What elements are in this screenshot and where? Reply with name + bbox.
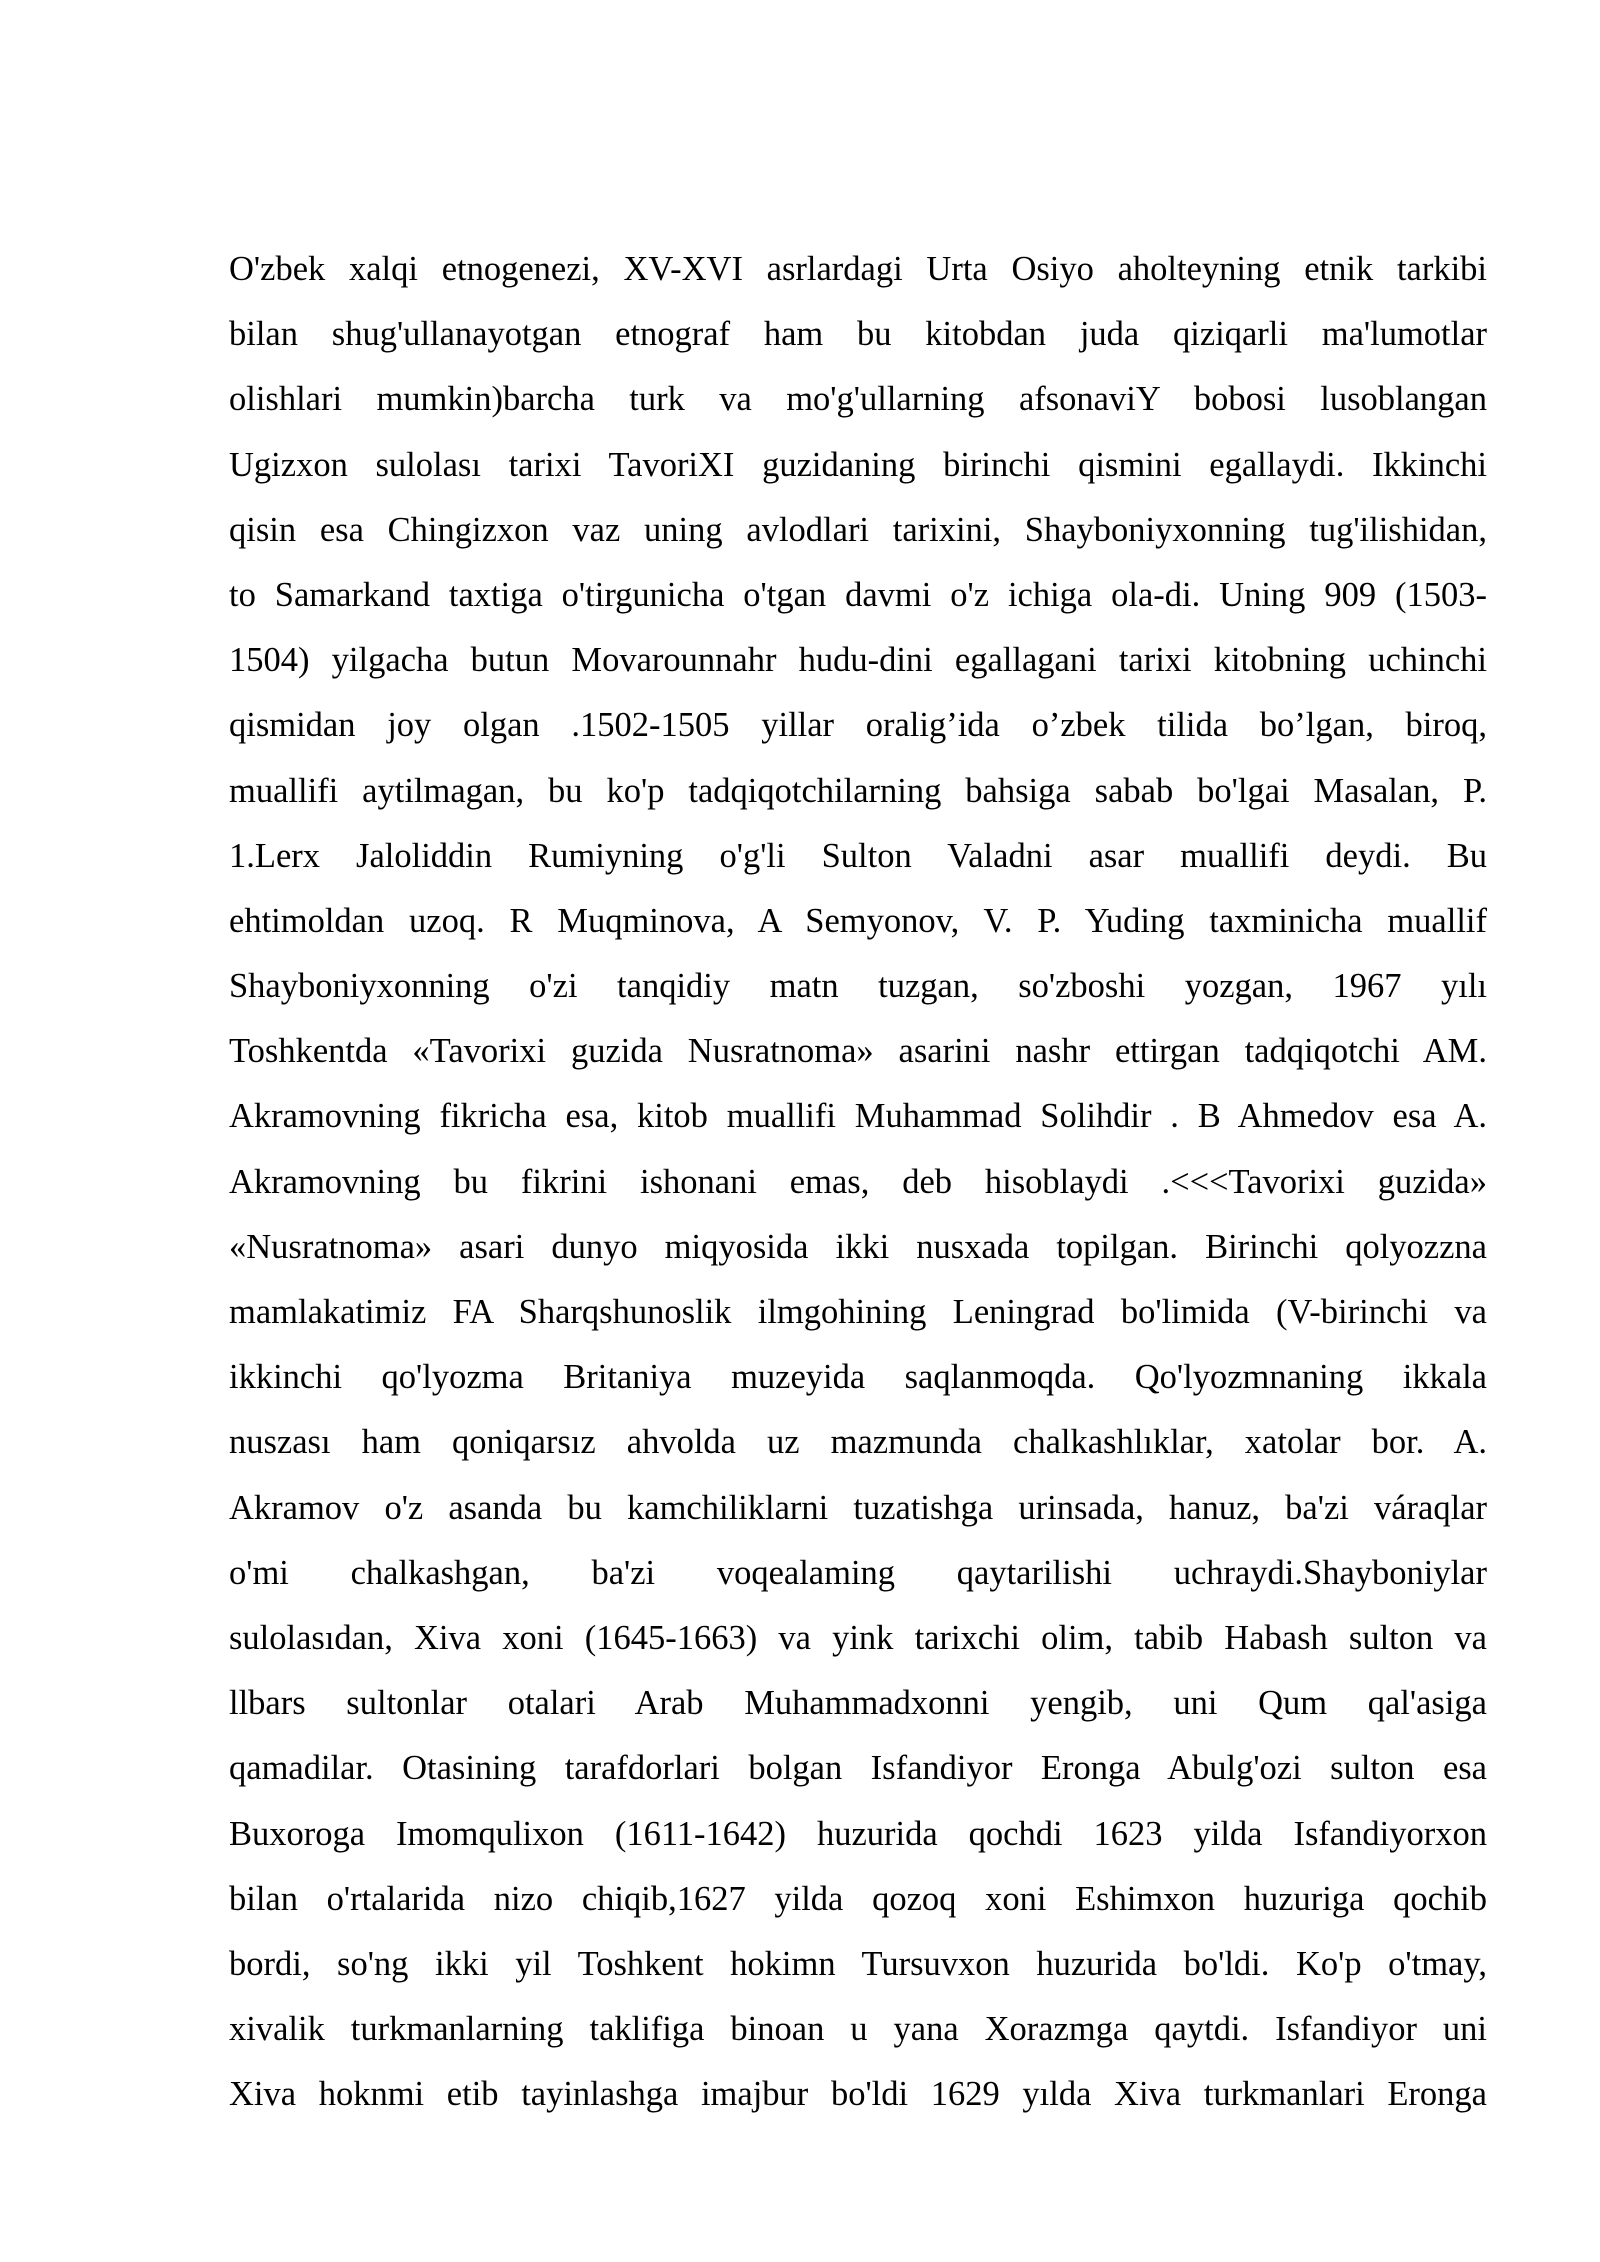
text-line: Akramov o'z asanda bu kamchiliklarni tuzatishga urinsada, hanuz, ba'zi váraqlar	[229, 1488, 1487, 1527]
text-line: bilan o'rtalarida nizo chiqib,1627 yilda qozoq xoni Eshimxon huzuriga qochib	[229, 1879, 1487, 1918]
text-line: qisin esa Chingizxon vaz uning avlodlari tarixini, Shayboniyxonning tug'ilishidan,	[229, 510, 1487, 549]
text-line: bordi, so'ng ikki yil Toshkent hokimn Tursuvxon huzurida bo'ldi. Ko'p o'tmay,	[229, 1944, 1487, 1983]
text-line: 1.Lerx Jaloliddin Rumiyning o'g'li Sulton Valadni asar muallifi deydi. Bu	[229, 836, 1487, 875]
text-line: o'mi chalkashgan, ba'zi voqealaming qaytarilishi uchraydi.Shayboniylar	[229, 1553, 1487, 1592]
text-line: Akramovning bu fikrini ishonani emas, deb hisoblaydi .<<<Tavorixi guzida»	[229, 1162, 1487, 1201]
text-line: ikkinchi qo'lyozma Britaniya muzeyida saqlanmoqda. Qo'lyozmnaning ikkala	[229, 1358, 1487, 1397]
text-line: bilan shug'ullanayotgan etnograf ham bu kitobdan juda qiziqarli ma'lumotlar	[229, 315, 1487, 354]
text-line: qismidan joy olgan .1502-1505 yillar oralig’ida o’zbek tilida bo’lgan, biroq,	[229, 706, 1487, 745]
text-line: xivalik turkmanlarning taklifiga binoan u yana Xorazmga qaytdi. Isfandiyor uni	[229, 2010, 1487, 2049]
text-line: qamadilar. Otasining tarafdorlari bolgan Isfandiyor Eronga Abulg'ozi sulton esa	[229, 1749, 1487, 1788]
text-line: Akramovning fikricha esa, kitob muallifi Muhammad Solihdir . B Ahmedov esa A.	[229, 1097, 1487, 1136]
text-line: Shayboniyxonning o'zi tanqidiy matn tuzgan, so'zboshi yozgan, 1967 yılı	[229, 967, 1487, 1006]
text-line: Ugizxon sulolası tarixi TavoriXI guzidaning birinchi qismini egallaydi. Ikkinchi	[229, 445, 1487, 484]
text-line: 1504) yilgacha butun Movarounnahr hudu-dini egallagani tarixi kitobning uchinchi	[229, 641, 1487, 680]
text-line: to Samarkand taxtiga o'tirgunicha o'tgan davmi o'z ichiga ola-di. Uning 909 (1503-	[229, 575, 1487, 614]
text-line: sulolasıdan, Xiva xoni (1645-1663) va yink tarixchi olim, tabib Habash sulton va	[229, 1618, 1487, 1657]
text-line: «Nusratnoma» asari dunyo miqyosida ikki nusxada topilgan. Birinchi qolyozzna	[229, 1227, 1487, 1266]
text-line: llbars sultonlar otalari Arab Muhammadxonni yengib, uni Qum qal'asiga	[229, 1684, 1487, 1723]
text-line: Xiva hoknmi etib tayinlashga imajbur bo'ldi 1629 yılda Xiva turkmanlari Eronga	[229, 2075, 1487, 2114]
text-line: muallifi aytilmagan, bu ko'p tadqiqotchilarning bahsiga sabab bo'lgai Masalan, P.	[229, 771, 1487, 810]
text-line: mamlakatimiz FA Sharqshunoslik ilmgohining Leningrad bo'limida (V-birinchi va	[229, 1293, 1487, 1331]
text-line: nuszası ham qoniqarsız ahvolda uz mazmunda chalkashlıklar, xatolar bor. A.	[229, 1423, 1487, 1462]
body-text	[229, 241, 1487, 2131]
text-line: ehtimoldan uzoq. R Muqminova, A Semyonov, V. P. Yuding taxminicha muallif	[229, 901, 1487, 940]
text-line: O'zbek xalqi etnogenezi, XV-XVI asrlardagi Urta Osiyo aholteyning etnik tarkibi	[229, 250, 1487, 288]
text-line: Toshkentda «Tavorixi guzida Nusratnoma» asarini nashr ettirgan tadqiqotchi AM.	[229, 1032, 1487, 1071]
text-line: olishlari mumkin)barcha turk va mo'g'ullarning afsonaviY bobosi lusoblangan	[229, 380, 1487, 419]
text-line: Buxoroga Imomqulixon (1611-1642) huzurida qochdi 1623 yilda Isfandiyorxon	[229, 1814, 1487, 1853]
